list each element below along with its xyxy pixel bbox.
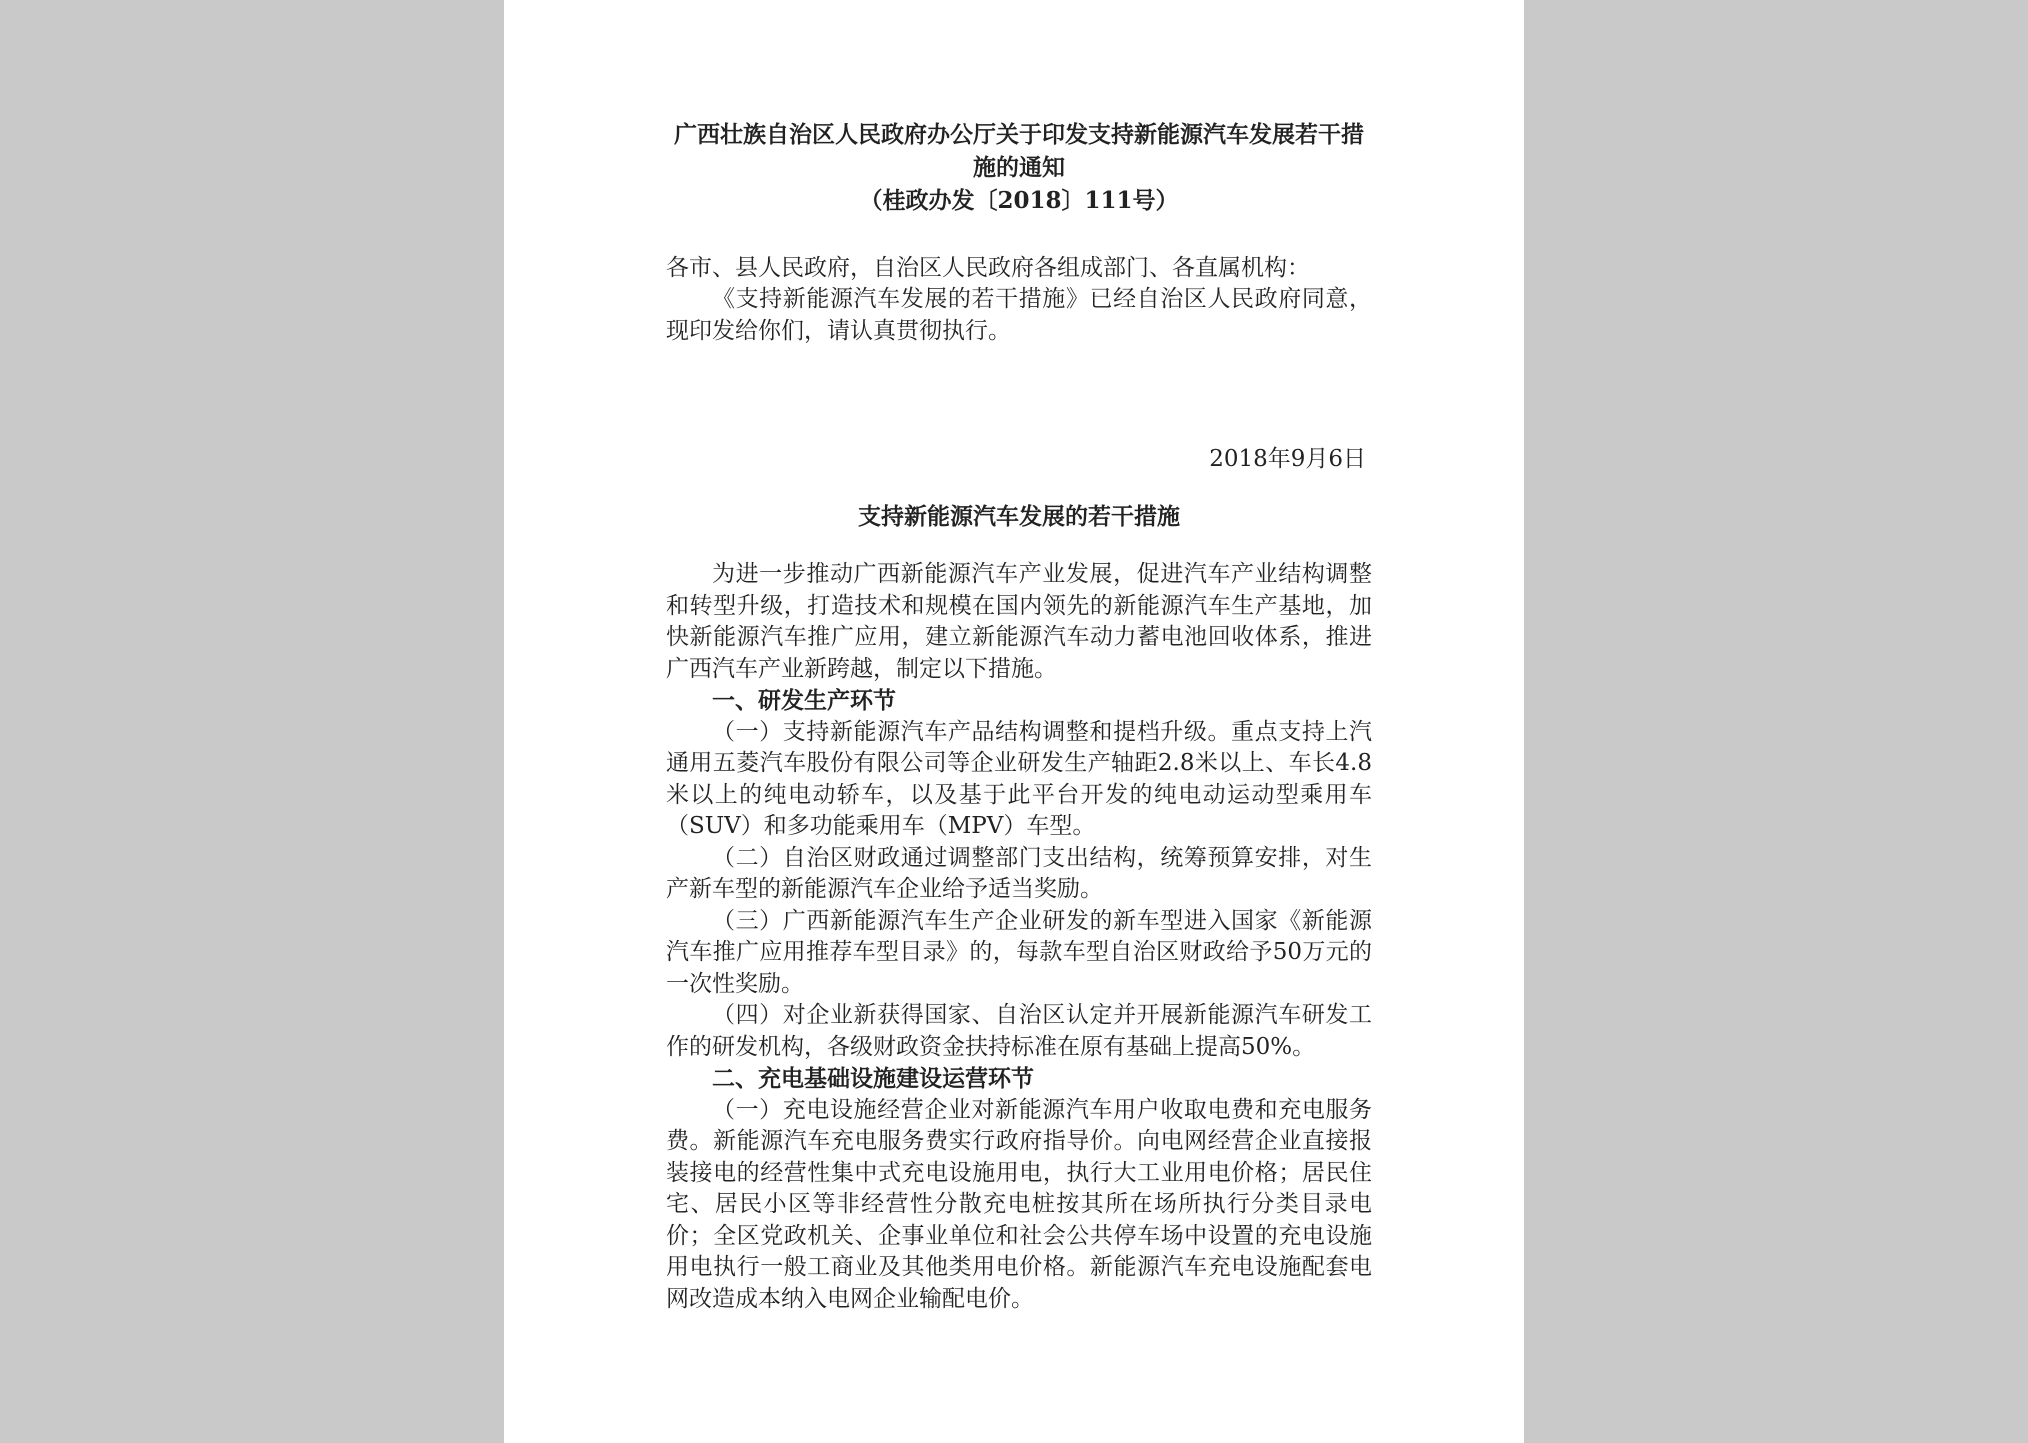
section1-item-2: （二）自治区财政通过调整部门支出结构，统筹预算安排，对生产新车型的新能源汽车企业给予适当奖励。 [666, 844, 1372, 902]
salutation: 各市、县人民政府，自治区人民政府各组成部门、各直属机构： [666, 255, 1310, 281]
document-content [666, 118, 1372, 1315]
section1-item-4: （四）对企业新获得国家、自治区认定并开展新能源汽车研发工作的研发机构，各级财政资金扶持标准在原有基础上提高50%。 [666, 1002, 1372, 1060]
section-heading-1: 一、研发生产环节 [712, 687, 896, 714]
issue-date: 2018年9月6日 [1209, 446, 1366, 472]
section1-item-3: （三）广西新能源汽车生产企业研发的新车型进入国家《新能源汽车推广应用推荐车型目录》的，每款车型自治区财政给予50万元的一次性奖励。 [666, 907, 1372, 997]
measures-title: 支持新能源汽车发展的若干措施 [858, 503, 1180, 530]
document-number: （桂政办发〔2018〕111号） [859, 187, 1179, 214]
section-heading-2: 二、充电基础设施建设运营环节 [712, 1065, 1034, 1092]
document-page [504, 0, 1524, 1443]
intro-paragraph: 《支持新能源汽车发展的若干措施》已经自治区人民政府同意，现印发给你们，请认真贯彻执行。 [666, 286, 1372, 344]
preamble-paragraph: 为进一步推动广西新能源汽车产业发展，促进汽车产业结构调整和转型升级，打造技术和规模在国内领先的新能源汽车生产基地，加快新能源汽车推广应用，建立新能源汽车动力蓄电池回收体系，推进广西汽车产业新跨越，制定以下措施。 [666, 561, 1372, 682]
document-title: 广西壮族自治区人民政府办公厅关于印发支持新能源汽车发展若干措施的通知 [674, 121, 1364, 181]
section1-item-1: （一）支持新能源汽车产品结构调整和提档升级。重点支持上汽通用五菱汽车股份有限公司等企业研发生产轴距2.8米以上、车长4.8米以上的纯电动轿车，以及基于此平台开发的纯电动运动型乘用车（SUV）和多功能乘用车（MPV）车型。 [666, 718, 1372, 839]
section2-item-1: （一）充电设施经营企业对新能源汽车用户收取电费和充电服务费。新能源汽车充电服务费实行政府指导价。向电网经营企业直接报装接电的经营性集中式充电设施用电，执行大工业用电价格；居民住宅、居民小区等非经营性分散充电桩按其所在场所执行分类目录电价；全区党政机关、企事业单位和社会公共停车场中设置的充电设施用电执行一般工商业及其他类用电价格。新能源汽车充电设施配套电网改造成本纳入电网企业输配电价。 [666, 1096, 1372, 1312]
